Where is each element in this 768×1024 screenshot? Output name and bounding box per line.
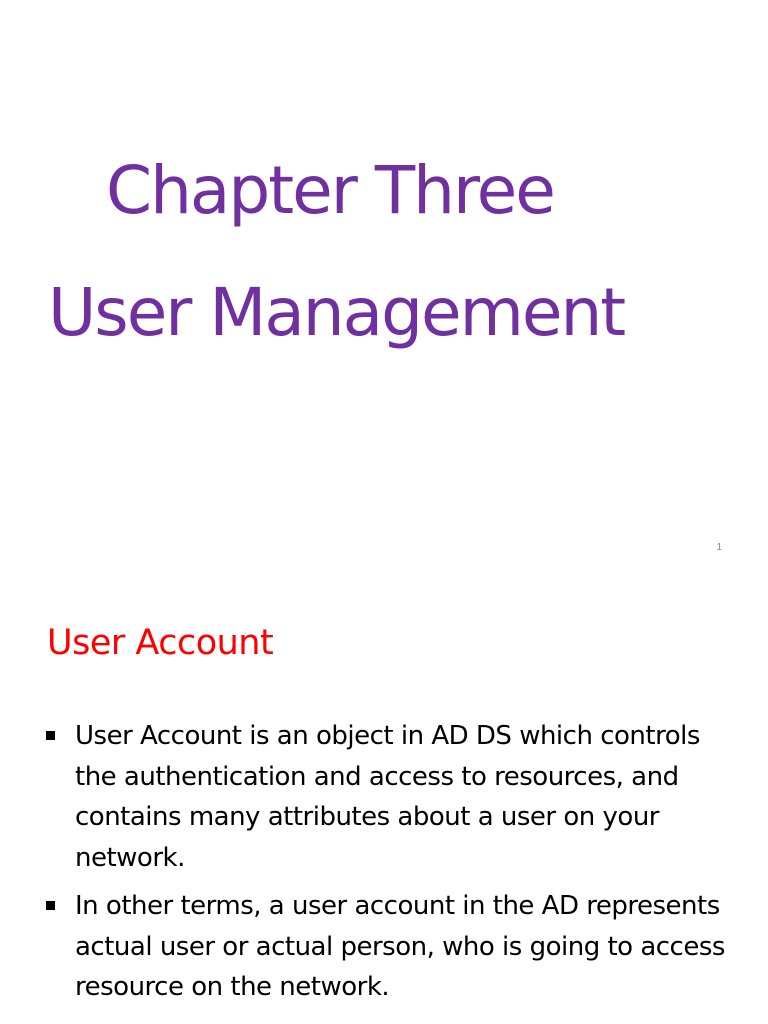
bullet-text: In other terms, a user account in the AD represents actual user or actual person, who is going to access resource on the network. — [75, 891, 725, 1002]
slide-number: 1 — [716, 542, 722, 553]
bullet-list — [46, 716, 736, 1016]
square-bullet-icon — [46, 901, 55, 910]
section-heading: User Account — [47, 623, 274, 663]
square-bullet-icon — [46, 731, 55, 740]
content-slide — [0, 576, 768, 1024]
bullet-text: User Account is an object in AD DS which controls the authentication and access to resources, and contains many attributes about a user on your network. — [75, 721, 700, 873]
bullet-item — [46, 716, 736, 878]
chapter-subtitle: User Management — [48, 274, 625, 351]
chapter-title: Chapter Three — [106, 152, 554, 229]
bullet-item — [46, 886, 736, 1008]
